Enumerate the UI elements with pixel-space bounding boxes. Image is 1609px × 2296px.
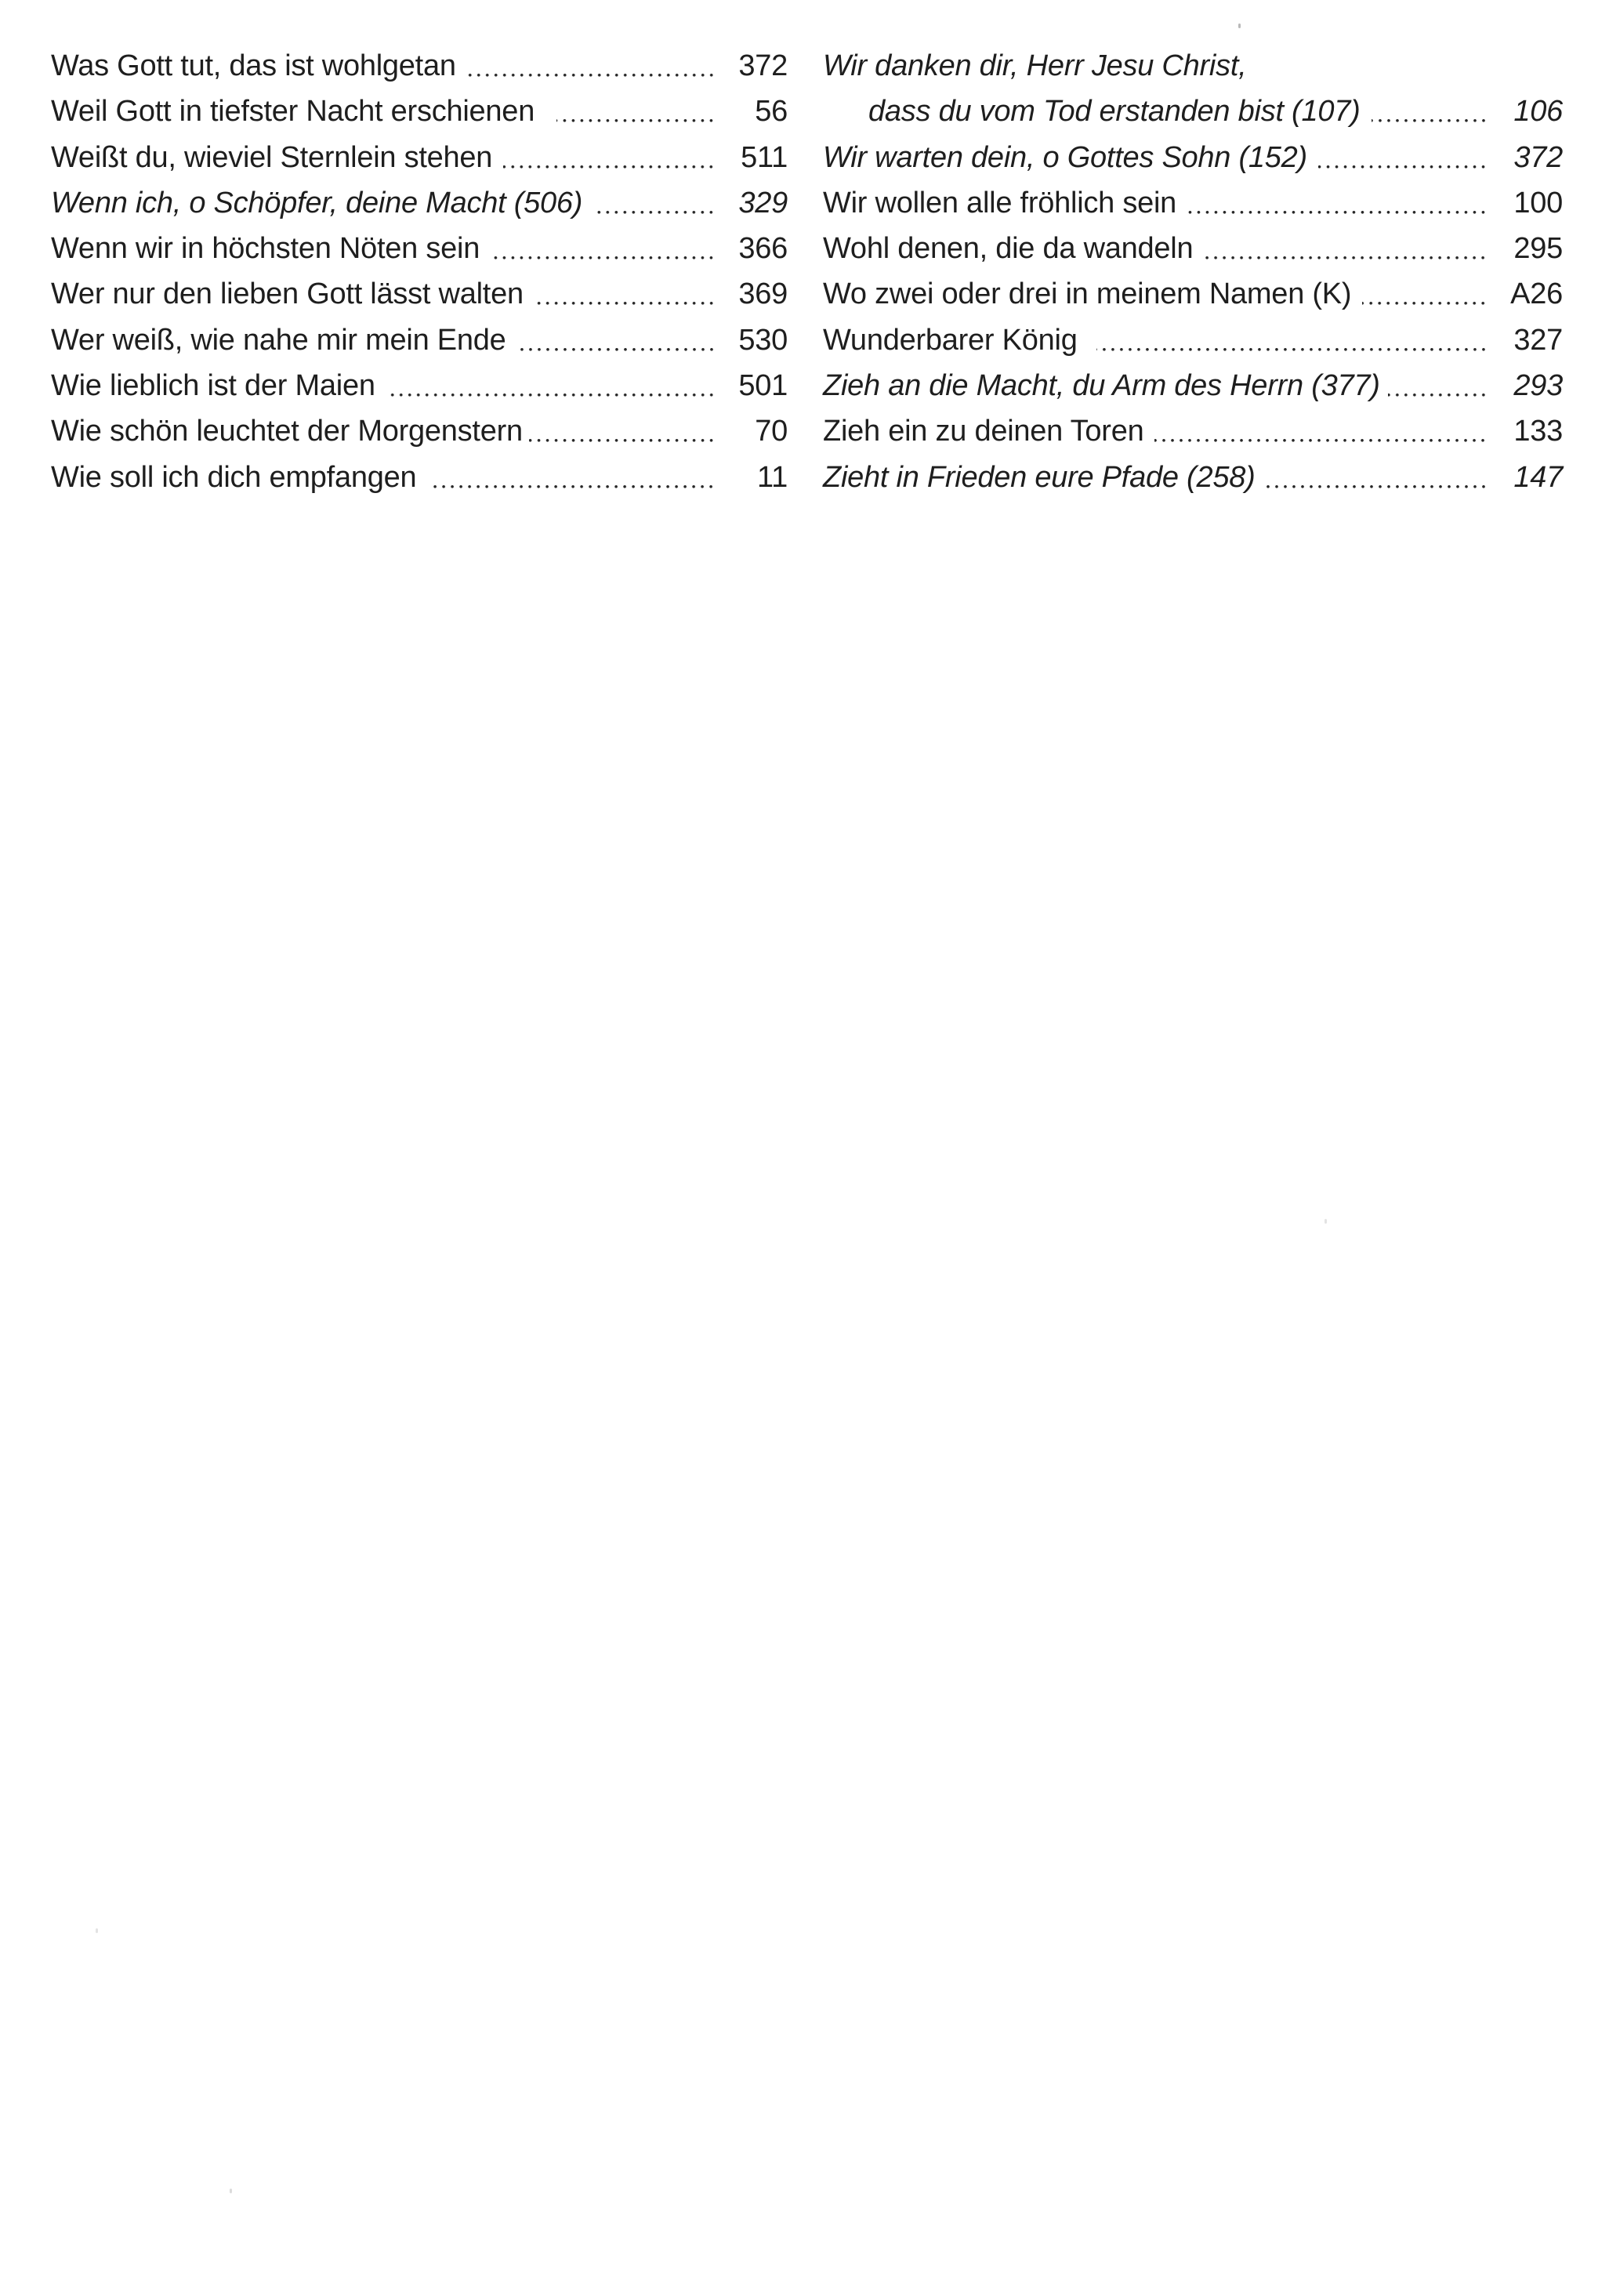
entry-title: Zieht in Frieden eure Pfade (258) — [823, 460, 1256, 494]
index-entry — [51, 180, 788, 226]
entry-title: Wenn wir in höchsten Nöten sein — [51, 232, 480, 266]
entry-title: Wohl denen, die da wandeln — [823, 232, 1194, 266]
index-entry — [51, 363, 788, 408]
index-entry — [823, 408, 1563, 454]
entry-page-number: 366 — [738, 232, 788, 266]
entry-title: Wir danken dir, Herr Jesu Christ, — [823, 49, 1247, 82]
index-entry — [51, 135, 788, 180]
dot-leader — [432, 455, 716, 500]
entry-title: Zieh an die Macht, du Arm des Herrn (377) — [823, 369, 1380, 403]
entry-page-number: 133 — [1513, 415, 1563, 448]
scan-speck — [230, 2189, 232, 2193]
index-entry — [51, 226, 788, 271]
index-entry-multiline — [823, 43, 1563, 135]
dot-leader — [1154, 408, 1488, 454]
index-entry — [51, 271, 788, 317]
entry-title: Wer nur den lieben Gott lässt walten — [51, 277, 524, 311]
dot-leader — [503, 135, 716, 180]
index-entry — [51, 408, 788, 454]
dot-leader — [1372, 89, 1488, 134]
entry-page-number: 327 — [1513, 323, 1563, 357]
entry-page-number: 530 — [738, 323, 788, 357]
index-entry — [823, 271, 1563, 317]
dot-leader — [1388, 363, 1488, 408]
entry-page-number: 501 — [738, 369, 788, 403]
entry-title: Wenn ich, o Schöpfer, deine Macht (506) — [51, 186, 583, 219]
dot-leader — [517, 317, 716, 363]
dot-leader — [467, 43, 716, 89]
entry-page-number: 100 — [1513, 186, 1563, 219]
entry-page-number: 511 — [741, 140, 788, 174]
index-entry — [51, 455, 788, 500]
dot-leader — [529, 408, 716, 454]
entry-title: Zieh ein zu deinen Toren — [823, 415, 1144, 448]
dot-leader — [386, 363, 716, 408]
entry-page-number: 293 — [1513, 369, 1563, 403]
index-entry — [823, 317, 1563, 363]
entry-page-number: 369 — [738, 277, 788, 311]
scan-speck — [96, 1928, 98, 1933]
index-entry — [823, 135, 1563, 180]
entry-title: Wunderbarer König — [823, 323, 1078, 357]
entry-page-number: 147 — [1513, 460, 1563, 494]
entry-page-number: 295 — [1513, 232, 1563, 266]
index-column-left — [51, 43, 788, 500]
dot-leader — [1318, 135, 1488, 180]
dot-leader — [535, 271, 716, 317]
index-entry — [823, 226, 1563, 271]
entry-page-number: 11 — [757, 460, 788, 494]
dot-leader — [1204, 226, 1488, 271]
entry-title: Wie lieblich ist der Maien — [51, 369, 375, 403]
scan-speck — [1325, 1219, 1327, 1224]
index-entry — [823, 455, 1563, 500]
entry-title: Wie soll ich dich empfangen — [51, 460, 417, 494]
entry-page-number: 106 — [1513, 95, 1563, 129]
scan-speck — [1238, 24, 1241, 28]
dot-leader — [593, 180, 716, 226]
dot-leader — [491, 226, 716, 271]
entry-title: Wie schön leuchtet der Morgenstern — [51, 415, 523, 448]
dot-leader — [556, 89, 716, 134]
entry-page-number: 56 — [755, 95, 788, 129]
dot-leader — [1096, 317, 1488, 363]
dot-leader — [1267, 455, 1488, 500]
entry-title: Weißt du, wieviel Sternlein stehen — [51, 140, 493, 174]
entry-page-number: 372 — [1513, 140, 1563, 174]
index-entry — [823, 363, 1563, 408]
entry-title: Wir wollen alle fröhlich sein — [823, 186, 1177, 219]
entry-page-number: 70 — [755, 415, 788, 448]
entry-title: Wir warten dein, o Gottes Sohn (152) — [823, 140, 1307, 174]
index-entry — [51, 43, 788, 89]
index-column-right — [823, 43, 1563, 500]
entry-title: Was Gott tut, das ist wohlgetan — [51, 49, 456, 82]
index-entry — [51, 89, 788, 134]
index-entry — [51, 317, 788, 363]
entry-page-number: 372 — [738, 49, 788, 82]
entry-page-number: A26 — [1510, 277, 1563, 311]
entry-title: Wo zwei oder drei in meinem Namen (K) — [823, 277, 1352, 311]
entry-title: Weil Gott in tiefster Nacht erschienen — [51, 95, 535, 129]
entry-page-number: 329 — [738, 186, 788, 219]
entry-title-continuation: dass du vom Tod erstanden bist (107) — [868, 95, 1361, 129]
dot-leader — [1187, 180, 1488, 226]
entry-title: Wer weiß, wie nahe mir mein Ende — [51, 323, 506, 357]
dot-leader — [1362, 271, 1488, 317]
index-entry — [823, 180, 1563, 226]
